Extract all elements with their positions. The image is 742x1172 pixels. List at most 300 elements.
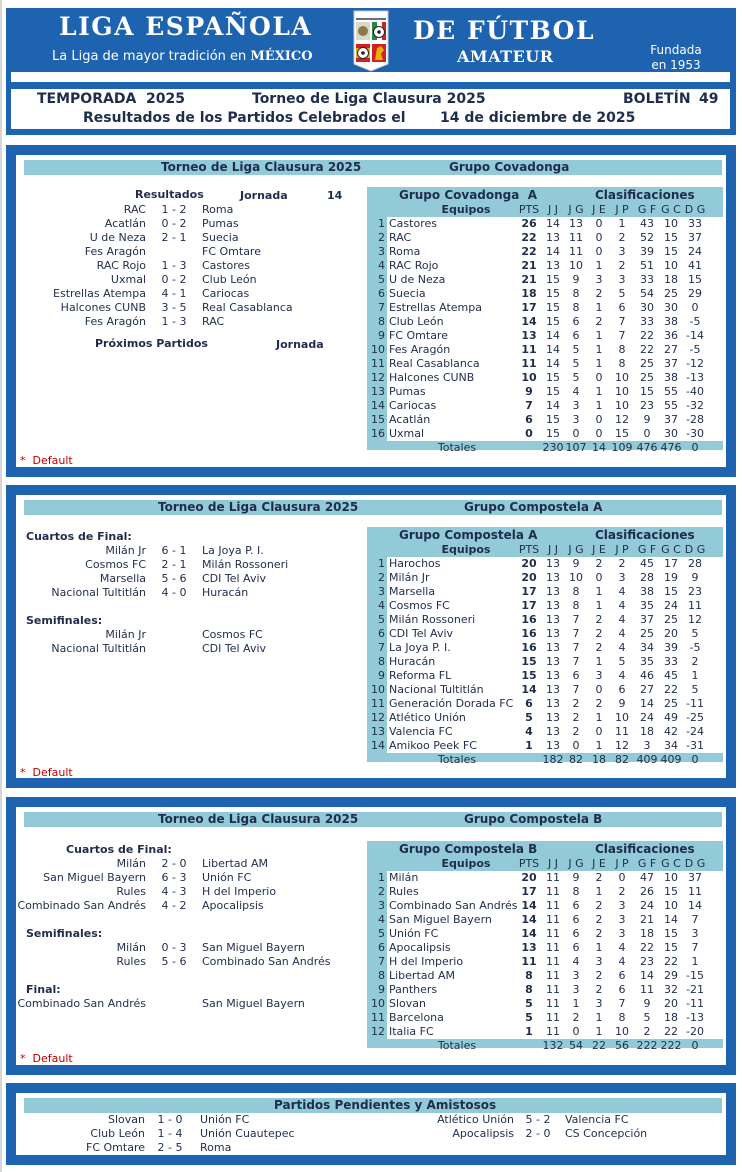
total-jj: 182 <box>542 753 564 766</box>
match-row <box>16 857 416 871</box>
stat-dg: 7 <box>691 913 699 926</box>
stat-jp: 5 <box>618 655 626 668</box>
stat-je: 2 <box>595 697 603 710</box>
stat-jg: 3 <box>572 413 580 426</box>
stat-gf: 34 <box>640 641 654 654</box>
team-name: Estrellas Atempa <box>389 301 482 314</box>
standings-header <box>367 543 723 557</box>
stat-jg: 2 <box>572 1011 580 1024</box>
stat-gc: 15 <box>664 245 678 258</box>
stat-gf: 27 <box>640 683 654 696</box>
stat-jj: 15 <box>546 413 560 426</box>
standings-row <box>367 711 723 725</box>
stat-jg: 9 <box>572 273 580 286</box>
stat-jp: 3 <box>618 913 626 926</box>
stat-jj: 13 <box>546 259 560 272</box>
standings-row <box>367 259 723 273</box>
stat-jg: 6 <box>572 899 580 912</box>
stat-jg: 7 <box>572 655 580 668</box>
standings-row <box>367 627 723 641</box>
match-row <box>16 997 416 1011</box>
stat-gf: 39 <box>640 245 654 258</box>
team-name: Real Casablanca <box>389 357 480 370</box>
stat-je: 1 <box>595 399 603 412</box>
stat-gc: 37 <box>664 413 678 426</box>
away-team: Roma <box>202 203 234 216</box>
stat-gf: 9 <box>643 413 651 426</box>
team-position: 11 <box>371 357 385 370</box>
totals-label: Totales <box>437 753 477 766</box>
stat-jp: 4 <box>618 955 626 968</box>
standings-row <box>367 329 723 343</box>
home-team: Club León <box>90 1127 145 1140</box>
stat-pts: 20 <box>521 871 537 884</box>
team-position: 3 <box>378 585 385 598</box>
match-row <box>16 231 416 245</box>
home-team: Halcones CUNB <box>60 301 146 314</box>
stat-jj: 15 <box>546 287 560 300</box>
standings-title: Grupo Compostela B <box>399 842 538 856</box>
home-team: U de Neza <box>89 231 146 244</box>
column-header: J G <box>568 543 584 556</box>
stat-jp: 15 <box>615 427 629 440</box>
league-subtitle-amateur: AMATEUR <box>457 47 554 66</box>
stat-dg: 1 <box>691 669 699 682</box>
default-label: Default <box>32 1052 73 1065</box>
standings-title: Grupo Compostela A <box>399 528 538 542</box>
stat-je: 1 <box>595 585 603 598</box>
stat-dg: -11 <box>686 697 704 710</box>
stat-je: 0 <box>595 371 603 384</box>
stat-dg: 2 <box>691 655 699 668</box>
column-header: PTS <box>518 857 540 870</box>
stat-gc: 15 <box>664 585 678 598</box>
founded-line-1: Fundada <box>650 43 702 57</box>
team-position: 16 <box>371 427 385 440</box>
away-team: Club León <box>202 273 257 286</box>
team-position: 2 <box>378 885 385 898</box>
standings-header <box>367 857 723 871</box>
tagline-country: MÉXICO <box>250 49 313 64</box>
team-name: San Miguel Bayern <box>389 913 492 926</box>
stat-jg: 7 <box>572 641 580 654</box>
team-position: 10 <box>371 997 385 1010</box>
stat-je: 1 <box>595 1011 603 1024</box>
away-team: Real Casablanca <box>202 301 293 314</box>
stat-je: 1 <box>595 655 603 668</box>
stat-jg: 8 <box>572 301 580 314</box>
stat-jj: 13 <box>546 697 560 710</box>
league-title-left: LIGA ESPAÑOLA <box>59 12 313 41</box>
stat-gc: 15 <box>664 941 678 954</box>
team-name: Libertad AM <box>389 969 456 982</box>
stat-gc: 22 <box>664 955 678 968</box>
home-team: FC Omtare <box>86 1141 145 1154</box>
stat-je: 0 <box>595 413 603 426</box>
totals-row <box>367 753 723 767</box>
column-header: G C <box>661 543 681 556</box>
stat-gc: 49 <box>664 711 678 724</box>
stat-gc: 17 <box>664 557 678 570</box>
total-gf: 222 <box>636 1039 658 1052</box>
stat-pts: 20 <box>521 557 537 570</box>
standings-table <box>367 187 723 454</box>
stat-jj: 13 <box>546 655 560 668</box>
team-position: 6 <box>378 627 385 640</box>
match-score: 2 - 0 <box>525 1127 551 1140</box>
totals-row <box>367 1039 723 1053</box>
stat-jg: 2 <box>572 725 580 738</box>
standings-rows <box>367 871 723 1053</box>
team-name: Generación Dorada FC <box>389 697 514 710</box>
default-note <box>20 1052 73 1065</box>
stat-je: 2 <box>595 287 603 300</box>
away-team: Roma <box>200 1141 232 1154</box>
total-gc: 409 <box>660 753 682 766</box>
stat-gc: 38 <box>664 315 678 328</box>
stat-jj: 11 <box>546 1011 560 1024</box>
results-heading: Resultados <box>135 188 204 201</box>
standings-row <box>367 343 723 357</box>
stat-gc: 38 <box>664 371 678 384</box>
team-position: 9 <box>378 329 385 342</box>
stat-jg: 0 <box>572 739 580 752</box>
stat-gf: 3 <box>643 739 651 752</box>
away-team: FC Omtare <box>202 245 261 258</box>
stat-dg: -25 <box>686 711 704 724</box>
stat-jp: 7 <box>618 997 626 1010</box>
stat-gf: 11 <box>640 983 654 996</box>
season-label: TEMPORADA 2025 <box>37 91 185 107</box>
team-position: 14 <box>371 739 385 752</box>
stat-je: 2 <box>595 871 603 884</box>
away-team: RAC <box>202 315 225 328</box>
stat-pts: 10 <box>521 371 537 384</box>
stat-gc: 14 <box>664 913 678 926</box>
total-jg: 82 <box>569 753 583 766</box>
equipos-header: Equipos <box>441 857 491 870</box>
stat-jj: 14 <box>546 343 560 356</box>
total-je: 22 <box>592 1039 606 1052</box>
team-position: 12 <box>371 1025 385 1038</box>
home-team: Marsella <box>99 572 146 585</box>
standings-row <box>367 1025 723 1039</box>
stat-dg: -12 <box>686 357 704 370</box>
team-position: 8 <box>378 655 385 668</box>
match-row <box>16 203 416 217</box>
stat-jp: 2 <box>618 259 626 272</box>
classifications-label: Clasificaciones <box>595 188 695 202</box>
stat-jj: 13 <box>546 711 560 724</box>
team-name: Cosmos FC <box>389 599 450 612</box>
results-date: 14 de diciembre de 2025 <box>440 110 636 126</box>
away-team: H del Imperio <box>202 885 277 898</box>
stat-dg: -14 <box>686 329 704 342</box>
stat-gf: 23 <box>640 399 654 412</box>
stat-pts: 13 <box>521 329 537 342</box>
stat-jg: 11 <box>569 231 583 244</box>
stat-dg: 1 <box>691 955 699 968</box>
team-position: 12 <box>371 711 385 724</box>
home-team: Cosmos FC <box>85 558 146 571</box>
stat-je: 2 <box>595 899 603 912</box>
home-team: Milán <box>116 941 146 954</box>
stat-jg: 9 <box>572 871 580 884</box>
standings-row <box>367 231 723 245</box>
stat-jj: 13 <box>546 683 560 696</box>
standings-row <box>367 927 723 941</box>
stat-gc: 10 <box>664 899 678 912</box>
match-score: 1 - 3 <box>161 259 187 272</box>
stat-gc: 10 <box>664 259 678 272</box>
stat-jp: 10 <box>615 711 629 724</box>
total-jg: 54 <box>569 1039 583 1052</box>
team-position: 4 <box>378 913 385 926</box>
stat-jp: 10 <box>615 385 629 398</box>
stat-je: 2 <box>595 557 603 570</box>
team-name: Panthers <box>389 983 438 996</box>
stat-jg: 0 <box>572 427 580 440</box>
section-title-bar <box>24 160 722 175</box>
standings-title: Grupo Covadonga A <box>399 188 537 202</box>
stat-je: 0 <box>595 725 603 738</box>
stat-gc: 45 <box>664 669 678 682</box>
home-team: Apocalipsis <box>452 1127 514 1140</box>
stat-gc: 34 <box>664 739 678 752</box>
stat-jj: 13 <box>546 231 560 244</box>
away-team: Libertad AM <box>202 857 269 870</box>
team-position: 12 <box>371 371 385 384</box>
stat-gf: 9 <box>643 997 651 1010</box>
stat-jj: 15 <box>546 273 560 286</box>
standings-row <box>367 287 723 301</box>
stat-je: 0 <box>595 217 603 230</box>
team-name: Fes Aragón <box>389 343 451 356</box>
stat-jp: 2 <box>618 557 626 570</box>
stat-dg: -40 <box>686 385 704 398</box>
stat-jp: 5 <box>618 287 626 300</box>
match-row <box>16 217 416 231</box>
round-heading: Cuartos de Final: <box>26 530 132 543</box>
tagline-text: La Liga de mayor tradición en <box>52 49 247 64</box>
stat-dg: 9 <box>691 571 699 584</box>
stat-jj: 14 <box>546 245 560 258</box>
away-team: Castores <box>202 259 250 272</box>
team-name: Milán Rossoneri <box>389 613 476 626</box>
stat-jj: 15 <box>546 315 560 328</box>
stat-jj: 11 <box>546 885 560 898</box>
team-name: Club León <box>389 315 444 328</box>
stat-jp: 10 <box>615 371 629 384</box>
match-row <box>16 899 416 913</box>
stat-jg: 5 <box>572 371 580 384</box>
standings-row <box>367 217 723 231</box>
stat-dg: 41 <box>688 259 702 272</box>
section-title-bar <box>24 1098 722 1113</box>
away-team: Unión FC <box>200 1113 250 1126</box>
away-team: Huracán <box>202 586 249 599</box>
match-row <box>16 558 416 572</box>
stat-gc: 10 <box>664 871 678 884</box>
stat-gc: 24 <box>664 599 678 612</box>
match-row <box>16 628 416 642</box>
stat-jp: 6 <box>618 683 626 696</box>
away-team: Combinado San Andrés <box>202 955 331 968</box>
stat-gf: 14 <box>640 969 654 982</box>
away-team: San Miguel Bayern <box>202 997 305 1010</box>
stat-je: 2 <box>595 927 603 940</box>
stat-pts: 14 <box>521 315 537 328</box>
team-position: 11 <box>371 697 385 710</box>
stat-jp: 6 <box>618 969 626 982</box>
match-row <box>16 1141 416 1155</box>
stat-dg: -13 <box>686 371 704 384</box>
away-team: Valencia FC <box>565 1113 629 1126</box>
section-grupo-compostela-a <box>6 485 736 788</box>
team-position: 6 <box>378 941 385 954</box>
standings-row <box>367 599 723 613</box>
standings-row <box>367 899 723 913</box>
stat-je: 3 <box>595 955 603 968</box>
stat-jj: 13 <box>546 739 560 752</box>
stat-jj: 14 <box>546 329 560 342</box>
standings-row <box>367 1011 723 1025</box>
total-gf: 409 <box>636 753 658 766</box>
stat-pts: 17 <box>521 885 537 898</box>
stat-pts: 6 <box>525 413 533 426</box>
stat-jp: 10 <box>615 399 629 412</box>
section-body <box>16 495 726 778</box>
standings-row <box>367 413 723 427</box>
stat-pts: 9 <box>525 385 533 398</box>
match-row <box>16 273 416 287</box>
team-position: 10 <box>371 683 385 696</box>
match-score: 6 - 3 <box>161 871 187 884</box>
standings-row <box>367 913 723 927</box>
stat-jg: 3 <box>572 983 580 996</box>
stat-jg: 6 <box>572 329 580 342</box>
stat-je: 2 <box>595 613 603 626</box>
stat-gf: 43 <box>640 217 654 230</box>
total-jp: 109 <box>611 441 633 454</box>
stat-pts: 21 <box>521 259 537 272</box>
stat-jg: 2 <box>572 697 580 710</box>
stat-jp: 9 <box>618 697 626 710</box>
section-pending-friendlies <box>6 1083 736 1165</box>
team-position: 1 <box>378 871 385 884</box>
stat-pts: 14 <box>521 927 537 940</box>
stat-gc: 22 <box>664 1025 678 1038</box>
stat-gf: 25 <box>640 627 654 640</box>
standings-row <box>367 655 723 669</box>
section-title-bar <box>24 812 722 827</box>
stat-jp: 3 <box>618 245 626 258</box>
match-score: 4 - 0 <box>161 586 187 599</box>
jornada-number: 14 <box>327 189 343 202</box>
stat-jj: 11 <box>546 1025 560 1038</box>
team-position: 8 <box>378 969 385 982</box>
stat-gf: 18 <box>640 927 654 940</box>
standings-row <box>367 669 723 683</box>
stat-je: 0 <box>595 427 603 440</box>
home-team: Nacional Tultitlán <box>51 586 146 599</box>
stat-dg: -32 <box>686 399 704 412</box>
stat-pts: 17 <box>521 585 537 598</box>
column-header: J P <box>615 543 629 556</box>
team-position: 3 <box>378 245 385 258</box>
stat-dg: -13 <box>686 1011 704 1024</box>
stat-pts: 5 <box>525 1011 533 1024</box>
home-team: Uxmal <box>110 273 146 286</box>
home-team: Acatlán <box>104 217 146 230</box>
stat-jj: 15 <box>546 427 560 440</box>
team-name: Nacional Tultitlán <box>389 683 484 696</box>
stat-gc: 32 <box>664 983 678 996</box>
match-score: 1 - 0 <box>157 1113 183 1126</box>
team-name: Halcones CUNB <box>389 371 475 384</box>
standings-row <box>367 245 723 259</box>
stat-jg: 5 <box>572 343 580 356</box>
team-name: Amikoo Peek FC <box>389 739 477 752</box>
stat-jp: 7 <box>618 329 626 342</box>
stat-gf: 15 <box>640 385 654 398</box>
column-header: G F <box>637 543 657 556</box>
home-team: Milán <box>116 857 146 870</box>
match-row <box>16 941 416 955</box>
match-score: 6 - 1 <box>161 544 187 557</box>
stat-jg: 4 <box>572 955 580 968</box>
standings-row <box>367 725 723 739</box>
stat-dg: 37 <box>688 231 702 244</box>
standings-row <box>367 357 723 371</box>
stat-dg: 5 <box>691 683 699 696</box>
away-team: Apocalipsis <box>202 899 264 912</box>
stat-jg: 6 <box>572 927 580 940</box>
away-team: CS Concepción <box>565 1127 648 1140</box>
tournament-name: Torneo de Liga Clausura 2025 <box>252 91 486 107</box>
stat-gf: 23 <box>640 955 654 968</box>
league-title-right: DE FÚTBOL <box>413 16 596 45</box>
stat-gf: 24 <box>640 899 654 912</box>
standings-row <box>367 385 723 399</box>
team-position: 13 <box>371 725 385 738</box>
stat-je: 1 <box>595 301 603 314</box>
match-row <box>16 871 419 885</box>
stat-pts: 5 <box>525 711 533 724</box>
stat-pts: 1 <box>525 739 533 752</box>
stat-gc: 30 <box>664 301 678 314</box>
jornada-label: Jornada <box>240 189 288 202</box>
stat-gf: 51 <box>640 259 654 272</box>
stat-jj: 13 <box>546 599 560 612</box>
stat-je: 1 <box>595 343 603 356</box>
stat-pts: 13 <box>521 941 537 954</box>
stat-je: 3 <box>595 273 603 286</box>
stat-jj: 11 <box>546 997 560 1010</box>
stat-je: 2 <box>595 315 603 328</box>
stat-jj: 15 <box>546 301 560 314</box>
team-position: 1 <box>378 217 385 230</box>
stat-jp: 8 <box>618 1011 626 1024</box>
home-team: Rules <box>116 955 146 968</box>
stat-jg: 7 <box>572 683 580 696</box>
away-team: San Miguel Bayern <box>202 941 305 954</box>
team-name: Unión FC <box>389 927 439 940</box>
home-team: RAC Rojo <box>96 259 146 272</box>
stat-pts: 26 <box>521 217 537 230</box>
column-header: G F <box>637 857 657 870</box>
stat-dg: 11 <box>688 599 702 612</box>
